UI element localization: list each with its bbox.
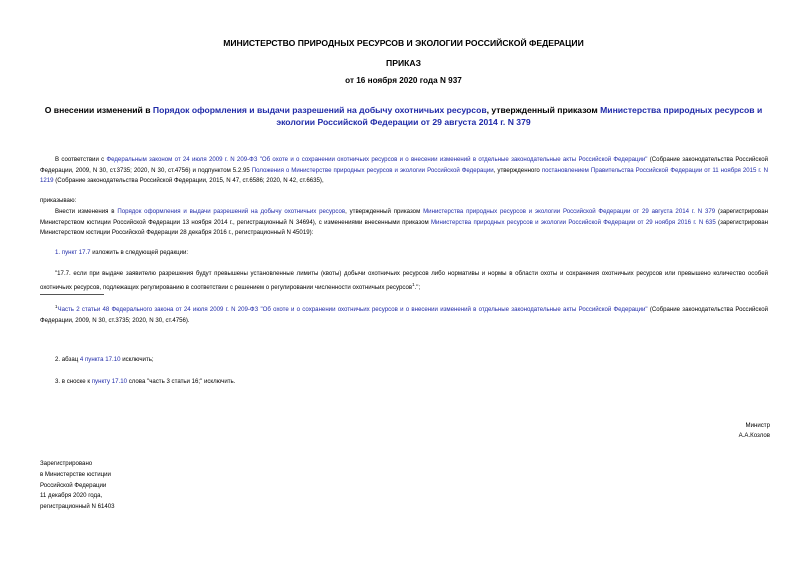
preamble-text-1: В соответствии с xyxy=(55,156,107,163)
item-2 xyxy=(40,355,768,366)
footnote-mark: 1 xyxy=(55,304,58,309)
signature-block xyxy=(739,421,770,440)
item-3 xyxy=(40,377,768,388)
document-title xyxy=(40,104,767,128)
registration-line-2: в Министерстве юстиции xyxy=(40,470,111,478)
link-ministry-regulation[interactable]: Положения о Министерстве природных ресурсов и экологии Российской Федерации xyxy=(251,166,494,174)
item-1-text: изложить в следующей редакции: xyxy=(90,249,189,256)
title-link-procedure[interactable]: Порядок оформления и выдачи разрешений на добычу охотничьих ресурсов xyxy=(152,105,487,115)
registration-block xyxy=(40,459,115,513)
link-paragraph-4[interactable]: 4 xyxy=(79,356,84,363)
quote-tail: ."; xyxy=(414,283,421,291)
amendment-paragraph xyxy=(40,207,768,239)
item-1 xyxy=(40,248,768,259)
registration-line-5: регистрационный N 61403 xyxy=(40,503,115,511)
quote-text: "17.7. если при выдаче заявителю разрешения будут превышены установленные лимиты (квоты) добычи охотничьих ресурсов либо нормативы и нормы в области охоты и сохранения охотничьих ресурсов или превышено количество особей охотничьих ресурсов, подлежащих регулированию в соответствии с решением о регулировании численности охотничьих ресурсов xyxy=(40,270,768,291)
signatory-name: А.А.Козлов xyxy=(738,431,770,439)
ministry-heading: МИНИСТЕРСТВО ПРИРОДНЫХ РЕСУРСОВ И ЭКОЛОГИИ РОССИЙСКОЙ ФЕДЕРАЦИИ xyxy=(223,38,584,48)
title-text-1: О внесении изменений в xyxy=(44,105,153,115)
link-point-17-10-footnote[interactable]: пункту 17.10 xyxy=(91,378,128,385)
preamble-text-4: (Собрание законодательства Российской Федерации, 2015, N 47, ст.6586; 2020, N 42, ст.6635), xyxy=(53,177,324,185)
preamble-text-3: , утвержденного xyxy=(493,166,542,174)
preamble-paragraph xyxy=(40,155,768,187)
link-point-17-10[interactable]: пункта 17.10 xyxy=(84,356,121,363)
link-article-48[interactable]: Часть 2 статьи 48 Федерального закона от 24 июля 2009 г. N 209-ФЗ "Об охоте и о сохранении охотничьих ресурсов и о внесении изменений в отдельные законодательные акты Российской Федерации" xyxy=(57,306,648,314)
quote-footnote-mark: 1 xyxy=(412,281,415,287)
order-word: приказываю: xyxy=(40,197,77,204)
registration-line-4: 11 декабря 2020 года, xyxy=(40,492,103,500)
link-federal-law[interactable]: Федеральным законом от 24 июля 2009 г. N 209-ФЗ "Об охоте и о сохранении охотничьих ресурсов и о внесении изменений в отдельные законодательные акты Российской Федерации" xyxy=(106,156,648,163)
link-procedure[interactable]: Порядок оформления и выдачи разрешений на добычу охотничьих ресурсов xyxy=(117,208,346,215)
preamble-text-2: (Собрание законодательства Российской Федерации, 2009, N 30, ст.3735; 2020, N 30, ст.4756) и подпунктом 5.2.95 xyxy=(40,156,768,174)
amendment-text-2: , утвержденный приказом xyxy=(345,208,424,215)
signatory-position: Министр xyxy=(745,422,770,429)
amendment-text-3: (зарегистрирован Министерством юстиции Российской Федерации 13 ноября 2014 г., регистрационный N 34694), с изменениями внесенными приказом xyxy=(40,208,768,226)
footnote-text: (Собрание законодательства Российской Федерации, 2009, N 30, ст.3735; 2020, N 30, ст.4756). xyxy=(40,306,768,324)
item-2-text-3: исключить; xyxy=(120,356,154,363)
title-link-ministry-order[interactable]: Министерства природных ресурсов и экологии Российской Федерации от 29 августа 2014 г. N 379 xyxy=(276,105,763,127)
footnote xyxy=(40,302,768,326)
registration-line-3: Российской Федерации xyxy=(40,481,107,489)
link-government-decree[interactable]: постановлением Правительства Российской Федерации от 11 ноября 2015 г. N 1219 xyxy=(40,166,768,185)
doc-type-heading: ПРИКАЗ xyxy=(386,58,421,68)
link-order-2016[interactable]: Министерства природных ресурсов и экологии Российской Федерации от 29 ноября 2016 г. N 635 xyxy=(430,218,716,226)
amendment-text-4: (зарегистрирован Министерством юстиции Российской Федерации 28 декабря 2016 г., регистрационный N 45019): xyxy=(40,218,768,237)
registration-line-1: Зарегистрировано xyxy=(40,460,93,467)
footnote-divider xyxy=(40,294,104,295)
date-number-heading: от 16 ноября 2020 года N 937 xyxy=(345,76,462,85)
item-3-text-2: слова "часть 3 статьи 16;" исключить. xyxy=(127,378,236,385)
item-2-text-1: 2. абзац xyxy=(55,356,80,363)
amendment-text-1: Внести изменения в xyxy=(55,208,118,215)
link-order-2014[interactable]: Министерства природных ресурсов и экологии Российской Федерации от 29 августа 2014 г. N 379 xyxy=(423,208,716,215)
title-text-2: , утвержденный приказом xyxy=(486,105,601,115)
item-3-text-1: 3. в сноске к xyxy=(55,378,92,385)
quoted-point-17-7 xyxy=(40,269,768,293)
link-point-17-7[interactable]: 1. пункт 17.7 xyxy=(55,249,91,256)
